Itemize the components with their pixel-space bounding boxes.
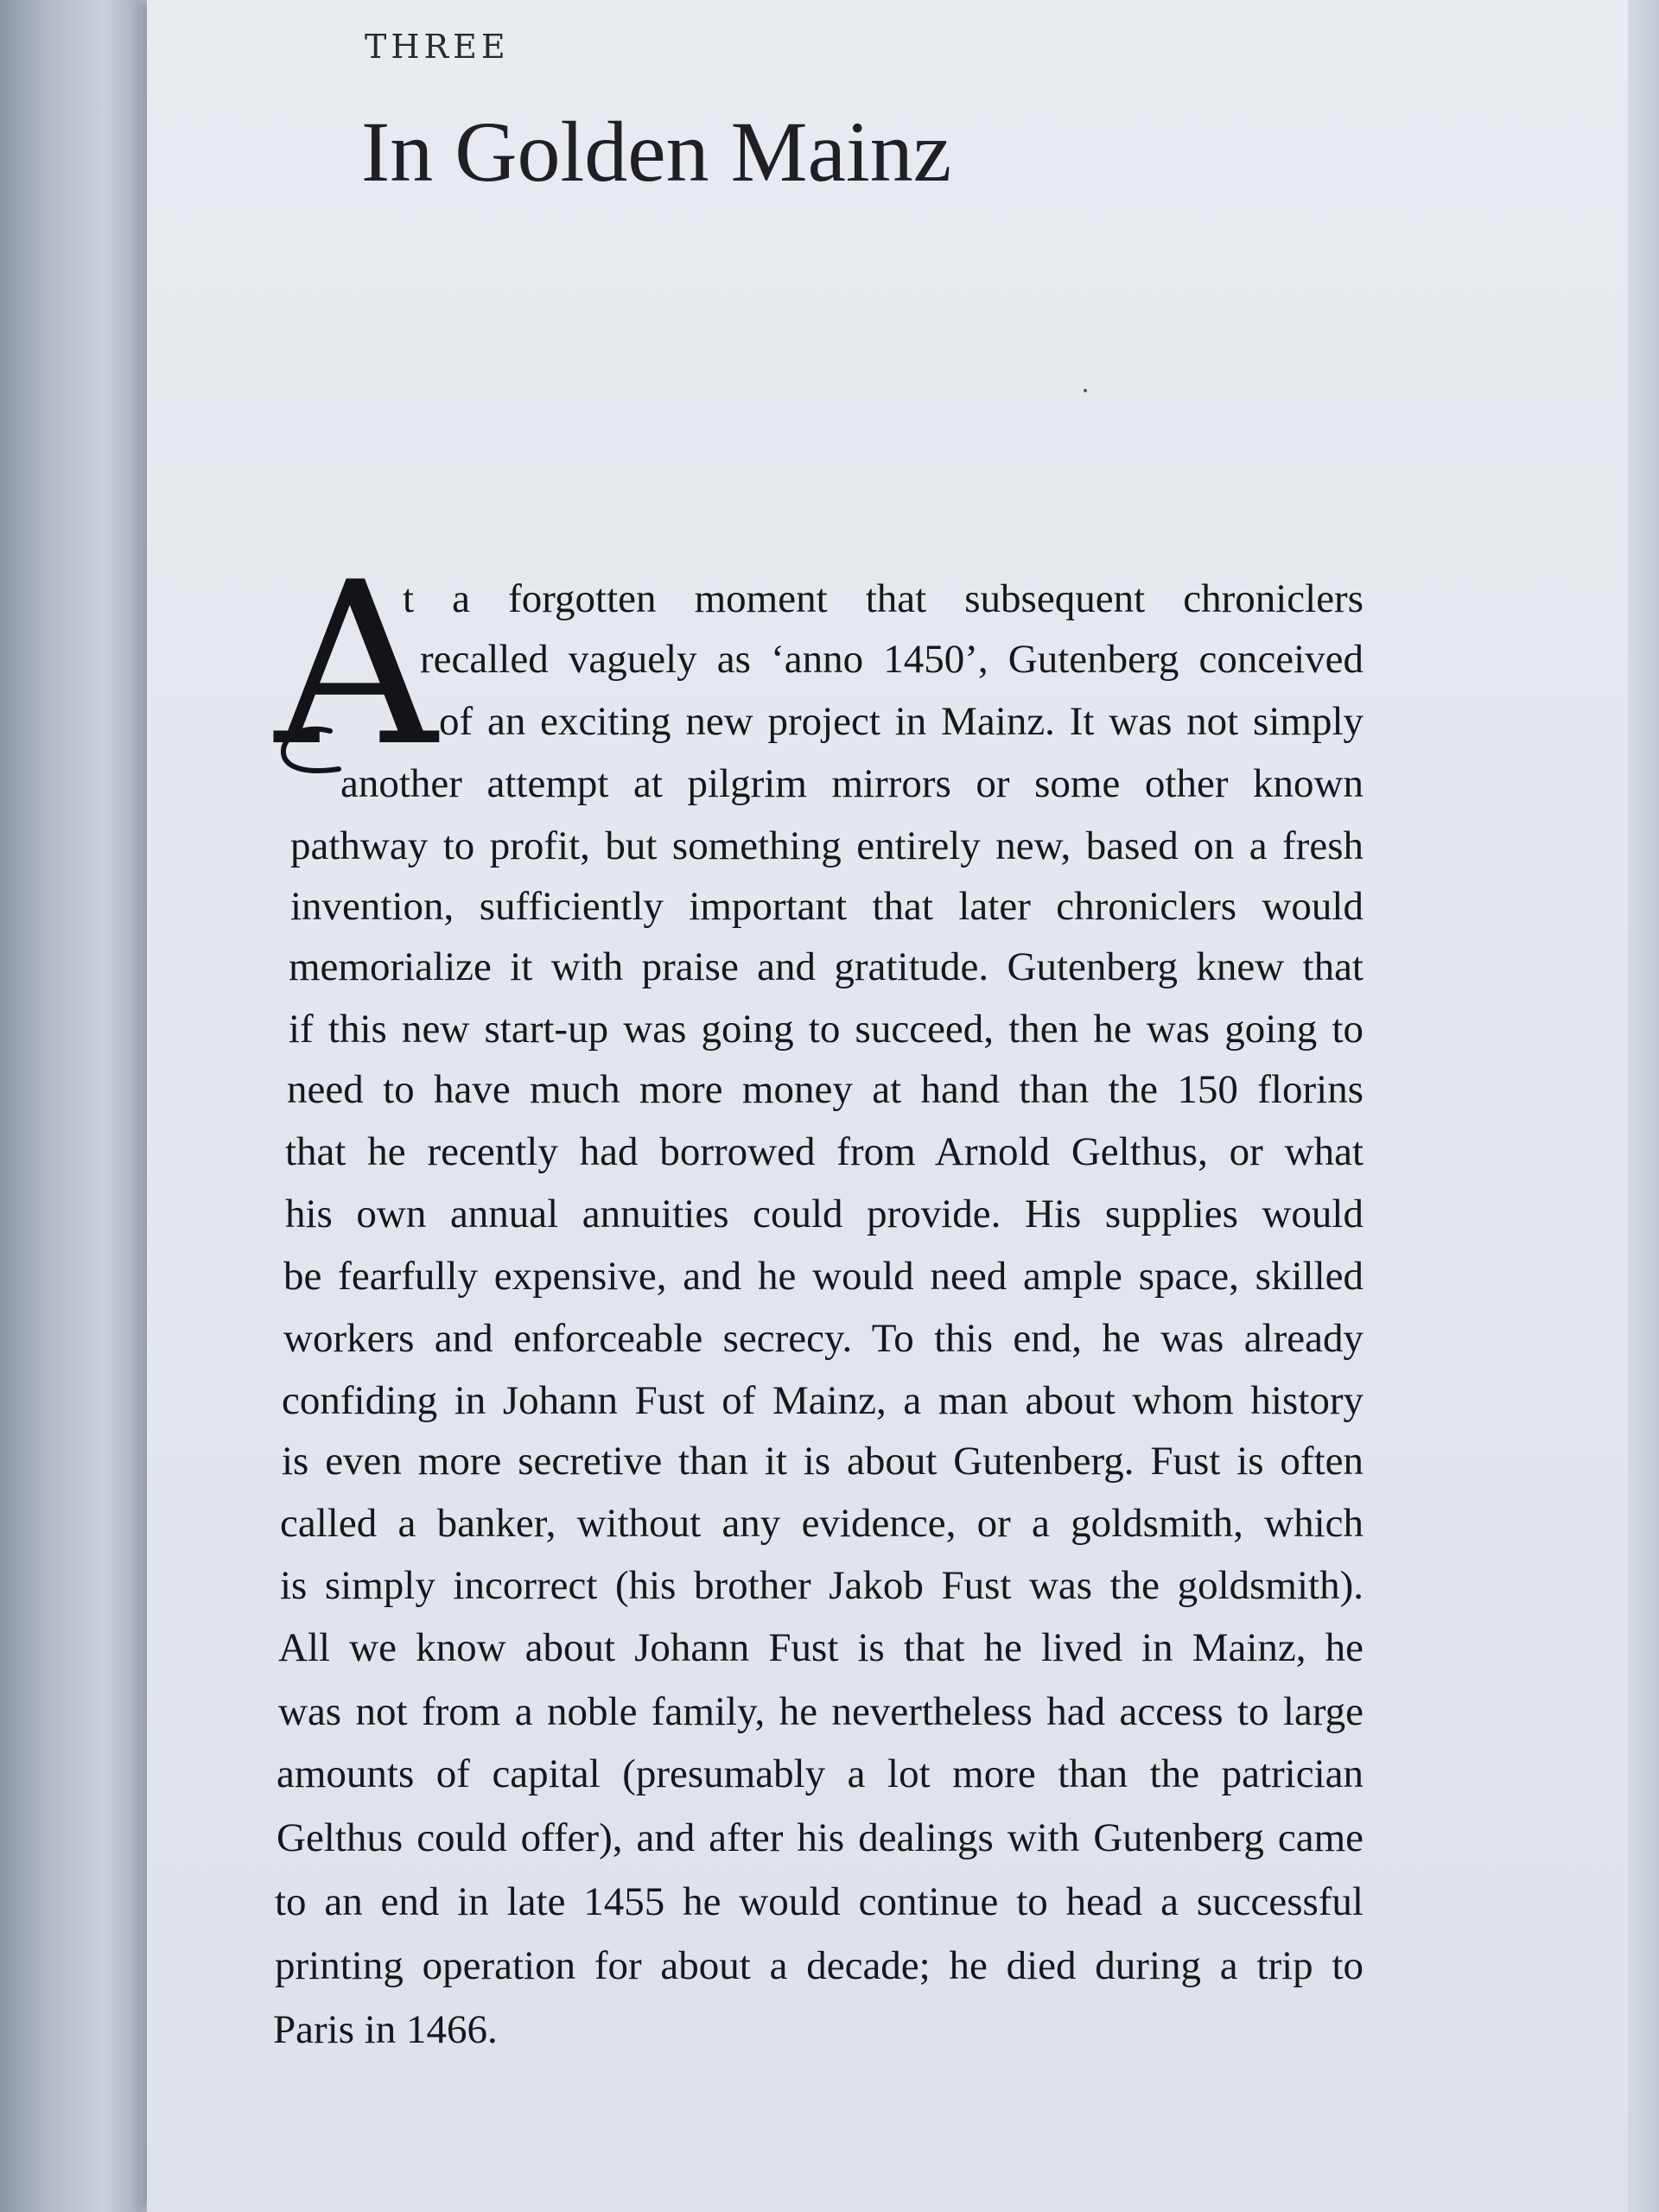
text-line: called a banker, without any evidence, or a goldsmith, which bbox=[280, 1501, 1363, 1546]
text-line: be fearfully expensive, and he would need ample space, skilled bbox=[283, 1254, 1363, 1299]
text-line: amounts of capital (presumably a lot more than the patrician bbox=[276, 1751, 1363, 1796]
text-line: if this new start-up was going to succeed, then he was going to bbox=[289, 1007, 1363, 1052]
text-line: All we know about Johann Fust is that he lived in Mainz, he bbox=[278, 1625, 1363, 1670]
text-line: his own annual annuities could provide. His supplies would bbox=[285, 1192, 1363, 1236]
text-line: another attempt at pilgrim mirrors or some other known bbox=[340, 761, 1363, 806]
text-line: of an exciting new project in Mainz. It was not simply bbox=[439, 699, 1363, 744]
text-line: confiding in Johann Fust of Mainz, a man about whom history bbox=[282, 1378, 1363, 1423]
text-line: workers and enforceable secrecy. To this end, he was already bbox=[283, 1316, 1363, 1361]
chapter-number: THREE bbox=[365, 28, 510, 66]
text-line: Gelthus could offer), and after his dealings with Gutenberg came bbox=[276, 1815, 1363, 1860]
text-line: pathway to profit, but something entirely new, based on a fresh bbox=[290, 823, 1363, 868]
drop-cap: A bbox=[275, 535, 437, 796]
text-line: recalled vaguely as ‘anno 1450’, Gutenberg conceived bbox=[420, 637, 1363, 682]
chapter-title: In Golden Mainz bbox=[361, 104, 952, 200]
drop-cap-swash bbox=[278, 724, 347, 785]
text-line: is even more secretive than it is about Gutenberg. Fust is often bbox=[282, 1439, 1363, 1484]
text-line: t a forgotten moment that subsequent chroniclers bbox=[403, 576, 1363, 621]
text-line: to an end in late 1455 he would continue to head a successful bbox=[275, 1879, 1363, 1924]
text-line: printing operation for about a decade; he died during a trip to bbox=[275, 1943, 1363, 1988]
text-line: that he recently had borrowed from Arnold Gelthus, or what bbox=[285, 1129, 1363, 1174]
text-line: is simply incorrect (his brother Jakob Fust was the goldsmith). bbox=[280, 1563, 1363, 1608]
text-line: need to have much more money at hand than the 150 florins bbox=[287, 1067, 1363, 1112]
text-line: memorialize it with praise and gratitude. Gutenberg knew that bbox=[289, 944, 1363, 989]
text-line: Paris in 1466. bbox=[273, 2007, 498, 2052]
text-line: was not from a noble family, he nevertheless had access to large bbox=[278, 1689, 1363, 1734]
text-line: invention, sufficiently important that later chroniclers would bbox=[290, 884, 1363, 929]
